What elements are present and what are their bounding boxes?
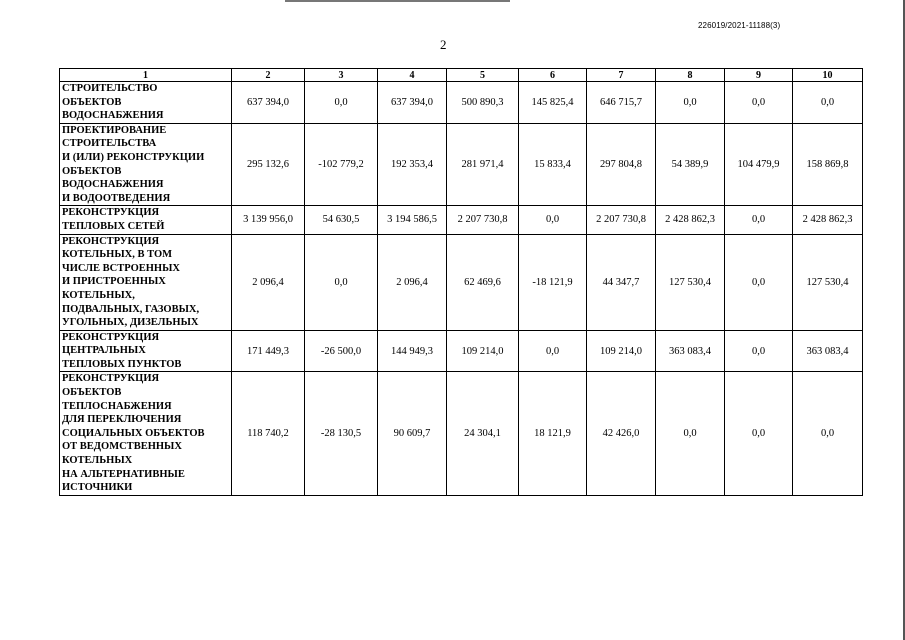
cell-value: 24 304,1 [447, 372, 519, 495]
cell-value: 0,0 [725, 82, 793, 124]
cell-value: 0,0 [656, 372, 725, 495]
cell-value: 2 207 730,8 [587, 206, 656, 234]
page-number: 2 [440, 37, 447, 52]
cell-value: -18 121,9 [519, 234, 587, 330]
column-header-3: 3 [305, 69, 378, 82]
row-name-line: И ВОДООТВЕДЕНИЯ [62, 192, 171, 204]
cell-value: 109 214,0 [447, 330, 519, 372]
row-name-line: УГОЛЬНЫХ, ДИЗЕЛЬНЫХ [62, 317, 199, 329]
cell-value: 3 139 956,0 [232, 206, 305, 234]
cell-value: 2 096,4 [232, 234, 305, 330]
row-name [60, 123, 232, 206]
table-row [60, 234, 863, 330]
cell-value: 500 890,3 [447, 82, 519, 124]
cell-value: -26 500,0 [305, 330, 378, 372]
cell-value: 2 428 862,3 [656, 206, 725, 234]
cell-value: 363 083,4 [656, 330, 725, 372]
cell-value: 104 479,9 [725, 123, 793, 206]
row-name-line: ОБЪЕКТОВ [62, 165, 122, 177]
cell-value: 54 630,5 [305, 206, 378, 234]
row-name [60, 206, 232, 234]
table-row [60, 82, 863, 124]
row-name [60, 330, 232, 372]
row-name-line: ОТ ВЕДОМСТВЕННЫХ [62, 441, 182, 453]
cell-value: 18 121,9 [519, 372, 587, 495]
row-name-line: РЕКОНСТРУКЦИЯ [62, 235, 160, 247]
cell-value: 2 428 862,3 [793, 206, 863, 234]
row-name-line: ОБЪЕКТОВ [62, 96, 122, 108]
cell-value: 109 214,0 [587, 330, 656, 372]
cell-value: 637 394,0 [232, 82, 305, 124]
cell-value: 0,0 [656, 82, 725, 124]
row-name-line: ИСТОЧНИКИ [62, 482, 133, 494]
row-name-line: РЕКОНСТРУКЦИЯ [62, 373, 160, 385]
row-name-line: РЕКОНСТРУКЦИЯ [62, 207, 160, 219]
cell-value: 127 530,4 [656, 234, 725, 330]
cell-value: 15 833,4 [519, 123, 587, 206]
cell-value: 295 132,6 [232, 123, 305, 206]
cell-value: 42 426,0 [587, 372, 656, 495]
row-name [60, 372, 232, 495]
cell-value: 0,0 [305, 234, 378, 330]
table-body [60, 69, 863, 496]
table-row [60, 123, 863, 206]
row-name-line: ПРОЕКТИРОВАНИЕ [62, 124, 167, 136]
row-name-line: ТЕПЛОВЫХ ПУНКТОВ [62, 358, 182, 370]
budget-table [59, 68, 863, 496]
cell-value: 297 804,8 [587, 123, 656, 206]
cell-value: 3 194 586,5 [378, 206, 447, 234]
row-name [60, 234, 232, 330]
cell-value: 0,0 [725, 234, 793, 330]
column-header-1: 1 [60, 69, 232, 82]
cell-value: 158 869,8 [793, 123, 863, 206]
column-header-8: 8 [656, 69, 725, 82]
cell-value: 171 449,3 [232, 330, 305, 372]
row-name-line: НА АЛЬТЕРНАТИВНЫЕ [62, 468, 185, 480]
row-name-line: И ПРИСТРОЕННЫХ [62, 276, 166, 288]
cell-value: 144 949,3 [378, 330, 447, 372]
row-name-line: ВОДОСНАБЖЕНИЯ [62, 110, 164, 122]
cell-value: 281 971,4 [447, 123, 519, 206]
row-name-line: И (ИЛИ) РЕКОНСТРУКЦИИ [62, 151, 205, 163]
document-number: 226019/2021-11188(3) [698, 21, 781, 30]
table-row [60, 330, 863, 372]
cell-value: 44 347,7 [587, 234, 656, 330]
cell-value: 0,0 [519, 330, 587, 372]
row-name-line: ПОДВАЛЬНЫХ, ГАЗОВЫХ, [62, 303, 200, 315]
cell-value: 2 207 730,8 [447, 206, 519, 234]
row-name-line: ОБЪЕКТОВ [62, 387, 122, 399]
cell-value: 2 096,4 [378, 234, 447, 330]
column-header-5: 5 [447, 69, 519, 82]
cell-value: 363 083,4 [793, 330, 863, 372]
row-name-line: РЕКОНСТРУКЦИЯ [62, 331, 160, 343]
row-name-line: КОТЕЛЬНЫХ [62, 455, 133, 467]
column-header-2: 2 [232, 69, 305, 82]
cell-value: 127 530,4 [793, 234, 863, 330]
row-name-line: СОЦИАЛЬНЫХ ОБЪЕКТОВ [62, 427, 205, 439]
cell-value: 90 609,7 [378, 372, 447, 495]
cell-value: 0,0 [725, 206, 793, 234]
cell-value: 192 353,4 [378, 123, 447, 206]
column-header-7: 7 [587, 69, 656, 82]
cell-value: 0,0 [725, 330, 793, 372]
column-header-10: 10 [793, 69, 863, 82]
table-header-row [60, 69, 863, 82]
column-header-6: 6 [519, 69, 587, 82]
cell-value: -102 779,2 [305, 123, 378, 206]
cell-value: 0,0 [793, 82, 863, 124]
cell-value: 54 389,9 [656, 123, 725, 206]
row-name-line: ТЕПЛОВЫХ СЕТЕЙ [62, 220, 165, 232]
row-name-line: ЧИСЛЕ ВСТРОЕННЫХ [62, 262, 180, 274]
cell-value: 0,0 [305, 82, 378, 124]
top-scan-line [285, 0, 510, 2]
column-header-4: 4 [378, 69, 447, 82]
row-name-line: ТЕПЛОСНАБЖЕНИЯ [62, 400, 172, 412]
row-name-line: ДЛЯ ПЕРЕКЛЮЧЕНИЯ [62, 414, 182, 426]
cell-value: 118 740,2 [232, 372, 305, 495]
row-name-line: СТРОИТЕЛЬСТВА [62, 138, 157, 150]
row-name-line: КОТЕЛЬНЫХ, В ТОМ [62, 249, 173, 261]
cell-value: 0,0 [519, 206, 587, 234]
row-name-line: СТРОИТЕЛЬСТВО [62, 83, 158, 94]
row-name [60, 82, 232, 124]
table-row [60, 206, 863, 234]
column-header-9: 9 [725, 69, 793, 82]
row-name-line: КОТЕЛЬНЫХ, [62, 289, 135, 301]
cell-value: 62 469,6 [447, 234, 519, 330]
row-name-line: ВОДОСНАБЖЕНИЯ [62, 179, 164, 191]
cell-value: 145 825,4 [519, 82, 587, 124]
cell-value: 0,0 [725, 372, 793, 495]
table-row [60, 372, 863, 495]
cell-value: 637 394,0 [378, 82, 447, 124]
cell-value: 0,0 [793, 372, 863, 495]
cell-value: 646 715,7 [587, 82, 656, 124]
row-name-line: ЦЕНТРАЛЬНЫХ [62, 345, 146, 357]
cell-value: -28 130,5 [305, 372, 378, 495]
